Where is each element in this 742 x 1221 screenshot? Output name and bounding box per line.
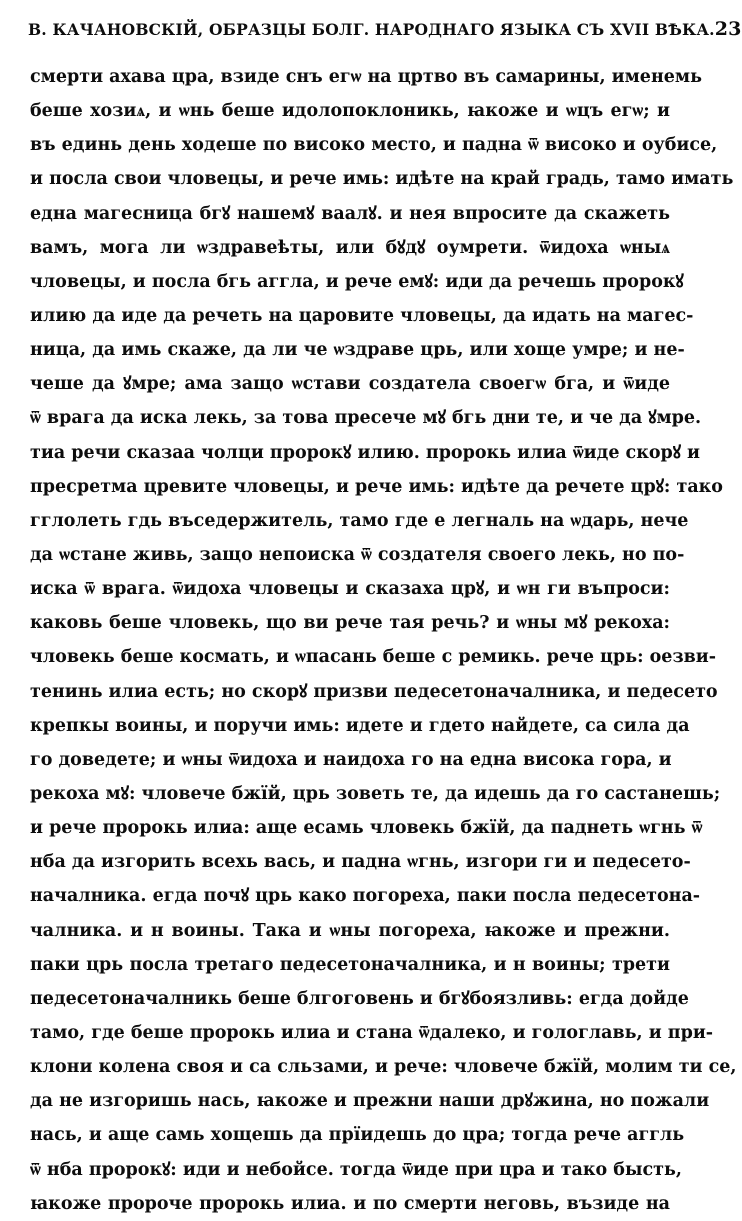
text-line: ница, да имь скаже, да ли че ѡздраве црь, или хоще умре; и не- — [30, 340, 685, 361]
text-line: паки црь посла третаго педесетоначалника, и н воины; трети — [30, 954, 670, 975]
text-line: каковь беше чловекь, що ви рече тая речь? и ѡны мꙋ рекоха: — [30, 613, 670, 634]
text-line: пресретма цревите чловецы, и рече имь: идѣте да речете црꙋ: тако — [30, 476, 723, 497]
text-line: илию да иде да речеть на царовите чловецы, да идать на магес- — [30, 305, 694, 326]
text-line: нась, и аще самь хощешь да прїидешь до цра; тогда рече аггль — [30, 1125, 685, 1146]
text-line: тамо, где беше пророкь илиа и стана ѿдалеко, и гологлавь, и при- — [30, 1022, 714, 1043]
text-line: ꙗкоже пророче пророкь илиа. и по смерти неговь, възиде на — [30, 1193, 670, 1214]
text-line: клони колена своя и са сльзами, и рече: чловече бжїй, молим ти се, — [30, 1057, 737, 1078]
text-line: нба да изгорить всехь вась, и падна ѡгнь, изгори ги и педесето- — [30, 852, 691, 873]
text-line: го доведете; и ѡны ѿидоха и наидоха го на една висока гора, и — [30, 749, 672, 770]
text-line: началника. егда почꙋ црь како погореха, паки посла педесетона- — [30, 886, 701, 907]
text-line: беше хозиѧ, и ѡнь беше идолопоклоникь, ꙗкоже и ѡцъ егѡ; и — [30, 101, 670, 122]
text-line: гглолеть гдь въседержитель, тамо где е легналь на ѡдарь, нече — [30, 510, 689, 531]
text-line: една магесница бгꙋ нашемꙋ ваалꙋ. и нея впросите да скажеть — [30, 203, 670, 224]
running-title: В. КАЧАНОВСКІЙ, ОБРАЗЦЫ БОЛГ. НАРОДНАГО ЯЗЫКА СЪ XVII ВѢКА. — [28, 20, 715, 39]
text-line: и посла свои чловецы, и рече имь: идѣте на край градь, тамо имать — [30, 169, 734, 190]
text-line: чловецы, и посла бгь аггла, и рече емꙋ: иди да речешь пророкꙋ — [30, 271, 684, 292]
text-line: ѿ нба пророкꙋ: иди и небойсе. тогда ѿиде при цра и тако бысть, — [30, 1159, 682, 1180]
text-line: педесетоначалникь беше блгоговень и бгꙋбоязливь: егда дойде — [30, 988, 689, 1009]
text-line: иска ѿ врага. ѿидоха чловецы и сказаха црꙋ, и ѡн ги въпроси: — [30, 579, 670, 600]
text-line: чалника. и н воины. Така и ѡны погореха, ꙗкоже и прежни. — [30, 920, 670, 941]
page-number: 23 — [714, 18, 742, 40]
text-line: тиа речи сказаа чолци пророкꙋ илию. пророкь илиа ѿиде скорꙋ и — [30, 442, 701, 463]
text-line: чеше да ꙋмре; ама защо ѡстави создатела своегѡ бга, и ѿиде — [30, 374, 670, 395]
text-line: вамъ, мога ли ѡздравеѣты, или бꙋдꙋ оумрети. ѿидоха ѡныѧ — [30, 237, 670, 258]
running-head — [28, 18, 742, 44]
text-line: смерти ахава цра, взиде снъ егѡ на цртво въ самарины, именемь — [30, 67, 702, 87]
text-line: да не изгоришь нась, ꙗкоже и прежни наши дрꙋжина, но пожали — [30, 1091, 710, 1112]
text-line: да ѡстане живь, защо непоиска ѿ создателя своего лекь, но по- — [30, 544, 685, 565]
text-line: чловекь беше космать, и ѡпасань беше с ремикь. рече црь: оезви- — [30, 647, 717, 668]
body-text — [30, 60, 737, 1221]
text-line: и рече пророкь илиа: аще есамь чловекь бжїй, да паднеть ѡгнь ѿ — [30, 818, 703, 839]
text-line: тенинь илиа есть; но скорꙋ призви педесетоначалника, и педесето — [30, 681, 718, 702]
text-line: въ единь день ходеше по високо место, и падна ѿ високо и оубисе, — [30, 135, 718, 156]
text-line: крепкы воины, и поручи имь: идете и гдето найдете, са сила да — [30, 715, 690, 736]
text-line: рекоха мꙋ: чловече бжїй, црь зоветь те, да идешь да го састанешь; — [30, 783, 721, 804]
text-line: ѿ врага да иска лекь, за това пресече мꙋ бгь дни те, и че да ꙋмре. — [30, 408, 702, 429]
